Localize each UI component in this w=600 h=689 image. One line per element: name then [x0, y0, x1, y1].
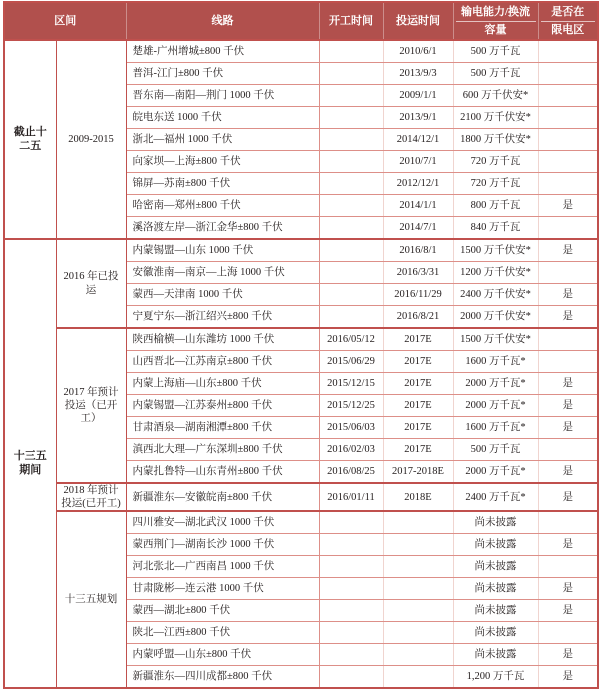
cell-operation-date: 2016/8/21 [383, 306, 453, 329]
cell-restricted: 是 [538, 483, 598, 511]
header-row [4, 2, 598, 40]
cell-line: 蒙西—天津南 1000 千伏 [126, 284, 319, 306]
cell-start-date [319, 195, 383, 217]
cell-operation-date: 2017E [383, 373, 453, 395]
cell-operation-date: 2017E [383, 395, 453, 417]
cell-line: 蒙西—湖北±800 千伏 [126, 600, 319, 622]
cell-operation-date: 2010/7/1 [383, 151, 453, 173]
cell-group: 2009-2015 [56, 40, 126, 239]
cell-capacity: 1800 万千伏安* [453, 129, 538, 151]
cell-restricted [538, 107, 598, 129]
cell-capacity: 500 万千瓦 [453, 439, 538, 461]
cell-operation-date [383, 600, 453, 622]
cell-operation-date: 2017E [383, 328, 453, 351]
cell-line: 内蒙扎鲁特—山东青州±800 千伏 [126, 461, 319, 484]
cell-group: 2018 年预计投运(已开工) [56, 483, 126, 511]
cell-line: 晋东南—南阳—荆门 1000 千伏 [126, 85, 319, 107]
cell-start-date [319, 107, 383, 129]
table-row [4, 239, 598, 262]
cell-restricted [538, 63, 598, 85]
cell-restricted [538, 173, 598, 195]
cell-group: 2016 年已投运 [56, 239, 126, 328]
cell-start-date [319, 666, 383, 689]
cell-capacity: 1500 万千伏安* [453, 328, 538, 351]
cell-start-date: 2016/02/03 [319, 439, 383, 461]
cell-restricted: 是 [538, 578, 598, 600]
cell-start-date: 2015/12/25 [319, 395, 383, 417]
cell-restricted: 是 [538, 461, 598, 484]
cell-group: 2017 年预计投运（已开工） [56, 328, 126, 483]
uhv-projects-table [3, 1, 599, 689]
cell-capacity: 1600 万千瓦* [453, 417, 538, 439]
cell-restricted: 是 [538, 306, 598, 329]
cell-start-date [319, 173, 383, 195]
cell-line: 内蒙上海庙—山东±800 千伏 [126, 373, 319, 395]
cell-operation-date: 2017-2018E [383, 461, 453, 484]
cell-line: 内蒙呼盟—山东±800 千伏 [126, 644, 319, 666]
cell-operation-date: 2017E [383, 439, 453, 461]
cell-line: 内蒙锡盟—江苏泰州±800 千伏 [126, 395, 319, 417]
cell-operation-date: 2012/12/1 [383, 173, 453, 195]
cell-capacity: 500 万千瓦 [453, 40, 538, 63]
cell-capacity: 2100 万千伏安* [453, 107, 538, 129]
cell-restricted: 是 [538, 600, 598, 622]
cell-restricted [538, 40, 598, 63]
cell-operation-date: 2013/9/1 [383, 107, 453, 129]
cell-line: 四川雅安—湖北武汉 1000 千伏 [126, 511, 319, 534]
cell-restricted [538, 351, 598, 373]
cell-group: 十三五规划 [56, 511, 126, 688]
cell-line: 甘肃陇彬—连云港 1000 千伏 [126, 578, 319, 600]
cell-start-date [319, 622, 383, 644]
cell-start-date [319, 600, 383, 622]
cell-capacity: 1200 万千伏安* [453, 262, 538, 284]
cell-restricted [538, 129, 598, 151]
cell-start-date [319, 262, 383, 284]
cell-restricted: 是 [538, 195, 598, 217]
cell-restricted [538, 85, 598, 107]
cell-start-date [319, 534, 383, 556]
cell-start-date [319, 556, 383, 578]
cell-operation-date [383, 666, 453, 689]
header-capacity [453, 2, 538, 40]
cell-restricted: 是 [538, 534, 598, 556]
cell-capacity: 2000 万千瓦* [453, 461, 538, 484]
cell-operation-date: 2009/1/1 [383, 85, 453, 107]
cell-line: 宁夏宁东—浙江绍兴±800 千伏 [126, 306, 319, 329]
cell-restricted: 是 [538, 666, 598, 689]
header-restriction [538, 2, 598, 40]
cell-restricted: 是 [538, 239, 598, 262]
cell-line: 锦屏—苏南±800 千伏 [126, 173, 319, 195]
table-row [4, 40, 598, 63]
cell-restricted: 是 [538, 395, 598, 417]
cell-restricted [538, 151, 598, 173]
table-header [4, 2, 598, 40]
cell-line: 甘肃酒泉—湖南湘潭±800 千伏 [126, 417, 319, 439]
cell-capacity: 840 万千瓦 [453, 217, 538, 240]
header-line: 线路 [126, 2, 319, 40]
cell-operation-date [383, 578, 453, 600]
cell-capacity: 720 万千瓦 [453, 151, 538, 173]
cell-period: 十三五期间 [4, 239, 56, 688]
cell-line: 陕北—江西±800 千伏 [126, 622, 319, 644]
cell-restricted [538, 439, 598, 461]
header-capacity-line2: 容量 [456, 21, 536, 37]
cell-restricted: 是 [538, 644, 598, 666]
cell-line: 滇西北大理—广东深圳±800 千伏 [126, 439, 319, 461]
cell-period: 截止十二五 [4, 40, 56, 239]
header-capacity-line1: 输电能力/换流 [460, 6, 531, 19]
cell-start-date: 2016/08/25 [319, 461, 383, 484]
cell-operation-date [383, 644, 453, 666]
cell-operation-date: 2017E [383, 351, 453, 373]
cell-line: 向家坝—上海±800 千伏 [126, 151, 319, 173]
cell-restricted [538, 556, 598, 578]
cell-operation-date: 2018E [383, 483, 453, 511]
header-restriction-line2: 限电区 [541, 21, 596, 37]
cell-line: 陕西榆横—山东潍坊 1000 千伏 [126, 328, 319, 351]
cell-start-date [319, 239, 383, 262]
cell-start-date: 2016/05/12 [319, 328, 383, 351]
cell-operation-date: 2017E [383, 417, 453, 439]
cell-operation-date: 2013/9/3 [383, 63, 453, 85]
cell-operation-date: 2016/11/29 [383, 284, 453, 306]
cell-start-date [319, 151, 383, 173]
cell-restricted: 是 [538, 373, 598, 395]
cell-restricted [538, 217, 598, 240]
cell-line: 溪洛渡左岸—浙江金华±800 千伏 [126, 217, 319, 240]
cell-operation-date: 2014/1/1 [383, 195, 453, 217]
cell-start-date [319, 578, 383, 600]
cell-line: 山西晋北—江苏南京±800 千伏 [126, 351, 319, 373]
cell-line: 河北张北—广西南昌 1000 千伏 [126, 556, 319, 578]
cell-start-date [319, 511, 383, 534]
cell-capacity: 尚未披露 [453, 644, 538, 666]
cell-operation-date: 2010/6/1 [383, 40, 453, 63]
cell-capacity: 500 万千瓦 [453, 63, 538, 85]
cell-restricted: 是 [538, 417, 598, 439]
cell-operation-date [383, 511, 453, 534]
header-interval: 区间 [4, 2, 126, 40]
cell-line: 安徽淮南—南京—上海 1000 千伏 [126, 262, 319, 284]
cell-capacity: 1500 万千伏安* [453, 239, 538, 262]
cell-start-date: 2015/06/03 [319, 417, 383, 439]
cell-line: 新疆淮东—安徽皖南±800 千伏 [126, 483, 319, 511]
cell-operation-date: 2016/3/31 [383, 262, 453, 284]
cell-start-date [319, 644, 383, 666]
cell-restricted [538, 262, 598, 284]
cell-start-date [319, 306, 383, 329]
cell-start-date: 2015/06/29 [319, 351, 383, 373]
cell-capacity: 2400 万千伏安* [453, 284, 538, 306]
cell-capacity: 2000 万千伏安* [453, 306, 538, 329]
cell-operation-date: 2014/7/1 [383, 217, 453, 240]
cell-line: 楚雄-广州增城±800 千伏 [126, 40, 319, 63]
cell-restricted: 是 [538, 284, 598, 306]
cell-capacity: 2400 万千瓦* [453, 483, 538, 511]
cell-line: 内蒙锡盟—山东 1000 千伏 [126, 239, 319, 262]
cell-capacity: 尚未披露 [453, 622, 538, 644]
header-restriction-line1: 是否在 [551, 6, 585, 19]
cell-line: 浙北—福州 1000 千伏 [126, 129, 319, 151]
cell-line: 新疆淮东—四川成都±800 千伏 [126, 666, 319, 689]
cell-line: 哈密南—郑州±800 千伏 [126, 195, 319, 217]
cell-restricted [538, 622, 598, 644]
cell-capacity: 800 万千瓦 [453, 195, 538, 217]
cell-operation-date: 2016/8/1 [383, 239, 453, 262]
cell-line: 蒙西荆门—湖南长沙 1000 千伏 [126, 534, 319, 556]
cell-start-date [319, 217, 383, 240]
table-body [4, 40, 598, 688]
cell-capacity: 尚未披露 [453, 578, 538, 600]
cell-capacity: 2000 万千瓦* [453, 395, 538, 417]
cell-restricted [538, 328, 598, 351]
table-row [4, 511, 598, 534]
cell-start-date: 2015/12/15 [319, 373, 383, 395]
cell-capacity: 600 万千伏安* [453, 85, 538, 107]
cell-capacity: 尚未披露 [453, 511, 538, 534]
cell-start-date [319, 129, 383, 151]
cell-capacity: 1,200 万千瓦 [453, 666, 538, 689]
cell-capacity: 2000 万千瓦* [453, 373, 538, 395]
cell-start-date [319, 284, 383, 306]
cell-start-date [319, 63, 383, 85]
cell-start-date [319, 40, 383, 63]
cell-capacity: 尚未披露 [453, 600, 538, 622]
header-operation-date: 投运时间 [383, 2, 453, 40]
cell-start-date [319, 85, 383, 107]
cell-capacity: 尚未披露 [453, 534, 538, 556]
cell-operation-date [383, 622, 453, 644]
cell-capacity: 尚未披露 [453, 556, 538, 578]
cell-operation-date [383, 556, 453, 578]
cell-operation-date [383, 534, 453, 556]
table-row [4, 483, 598, 511]
table-row [4, 328, 598, 351]
cell-restricted [538, 511, 598, 534]
header-start-date: 开工时间 [319, 2, 383, 40]
cell-line: 皖电东送 1000 千伏 [126, 107, 319, 129]
cell-operation-date: 2014/12/1 [383, 129, 453, 151]
cell-capacity: 1600 万千瓦* [453, 351, 538, 373]
cell-start-date: 2016/01/11 [319, 483, 383, 511]
cell-capacity: 720 万千瓦 [453, 173, 538, 195]
cell-line: 普洱-江门±800 千伏 [126, 63, 319, 85]
